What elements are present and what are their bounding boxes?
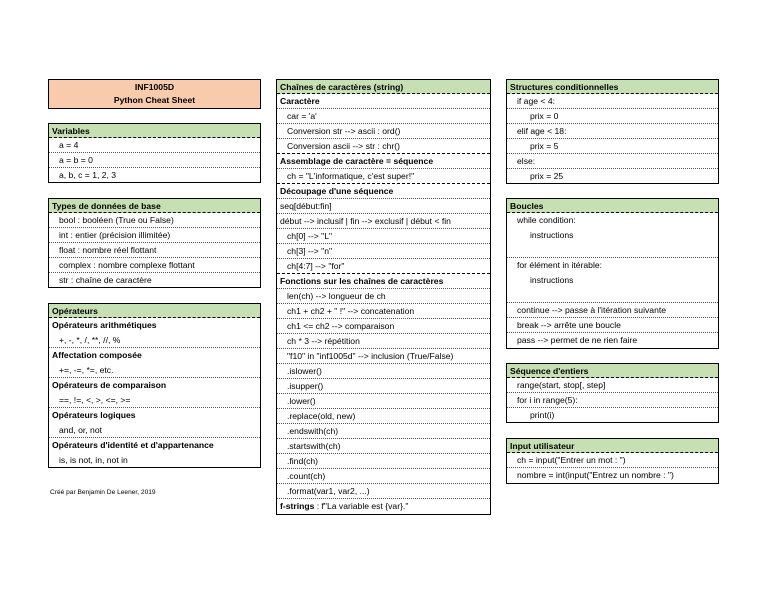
slice-row: seq[début:fin] xyxy=(277,199,490,214)
comparison-title: Opérateurs de comparaison xyxy=(52,380,167,390)
loop-row: while condition: xyxy=(517,215,576,225)
arithmetic-title: Opérateurs arithmétiques xyxy=(52,320,157,330)
function-row: .isupper() xyxy=(277,379,490,394)
title-course-code: INF1005D xyxy=(134,82,175,92)
function-row: .count(ch) xyxy=(277,469,490,484)
strings-header: Chaînes de caractères (string) xyxy=(277,80,490,94)
compound-title: Affectation composée xyxy=(52,350,142,360)
compound-row: +=, -=, *=, etc. xyxy=(49,363,260,378)
function-row: ch * 3 --> répétition xyxy=(277,334,490,349)
variables-row: a, b, c = 1, 2, 3 xyxy=(59,170,117,180)
function-row: .replace(old, new) xyxy=(277,409,490,424)
char-title: Caractère xyxy=(277,94,490,109)
variables-panel xyxy=(48,123,261,183)
function-row: .format(var1, var2, ...) xyxy=(277,484,490,499)
function-row: .endswith(ch) xyxy=(277,424,490,439)
function-row: .lower() xyxy=(277,394,490,409)
title-subtitle: Python Cheat Sheet xyxy=(113,95,196,105)
identity-row: is, is not, in, not in xyxy=(59,455,128,465)
loop-row: pass --> permet de ne rien faire xyxy=(517,335,638,345)
input-panel xyxy=(506,438,719,484)
conditional-row: if age < 4: xyxy=(507,94,718,109)
slice-example: ch[3] --> "n" xyxy=(277,244,490,259)
conditional-row: elif age < 18: xyxy=(507,124,718,139)
loop-row: continue --> passe à l'itération suivante xyxy=(507,303,718,318)
loop-row: instructions xyxy=(530,275,574,285)
conditionals-header: Structures conditionnelles xyxy=(507,80,718,94)
assembly-row: ch = "L'informatique, c'est super!" xyxy=(277,169,490,184)
credit-text: Créé par Benjamin De Leener, 2019 xyxy=(50,489,156,496)
conditional-row: prix = 0 xyxy=(507,109,718,124)
input-header: Input utilisateur xyxy=(507,439,718,453)
char-row: Conversion ascii --> str : chr() xyxy=(277,139,490,154)
operators-panel xyxy=(48,303,261,468)
types-row: float : nombre réel flottant xyxy=(49,243,260,258)
loops-header: Boucles xyxy=(507,199,718,213)
variables-header: Variables xyxy=(49,124,260,138)
types-row: complex : nombre complexe flottant xyxy=(49,258,260,273)
conditional-row: prix = 5 xyxy=(507,139,718,154)
types-header: Types de données de base xyxy=(49,199,260,213)
sequence-row: range(start, stop[, step] xyxy=(507,378,718,393)
logic-title: Opérateurs logiques xyxy=(52,410,136,420)
fstring-text: : f"La variable est {var}." xyxy=(314,501,409,511)
slice-row: début --> inclusif | fin --> exclusif | début < fin xyxy=(277,214,490,229)
types-row: int : entier (précision illimitée) xyxy=(49,228,260,243)
conditional-row: else: xyxy=(507,154,718,169)
function-row: ch1 <= ch2 --> comparaison xyxy=(277,319,490,334)
char-row: car = 'a' xyxy=(277,109,490,124)
function-row: len(ch) --> longueur de ch xyxy=(277,289,490,304)
loop-spacer xyxy=(507,288,718,303)
function-row: "f10" in "inf1005d" --> inclusion (True/False) xyxy=(277,349,490,364)
fstring-row xyxy=(277,499,490,514)
slice-title: Découpage d'une séquence xyxy=(277,184,490,199)
char-row: Conversion str --> ascii : ord() xyxy=(277,124,490,139)
function-row: ch1 + ch2 + " !" --> concatenation xyxy=(277,304,490,319)
conditionals-panel xyxy=(506,79,719,184)
loop-row: instructions xyxy=(530,230,574,240)
identity-title: Opérateurs d'identité et d'appartenance xyxy=(52,440,214,450)
cheat-sheet-title xyxy=(48,79,261,109)
input-row: ch = input("Entrer un mot : ") xyxy=(507,453,718,468)
loop-row: for élément in itérable: xyxy=(517,260,603,270)
types-panel xyxy=(48,198,261,288)
variables-row: a = 4 xyxy=(49,138,260,153)
sequence-header: Séquence d'entiers xyxy=(507,364,718,378)
logic-row: and, or, not xyxy=(49,423,260,438)
loop-spacer xyxy=(507,243,718,258)
functions-title: Fonctions sur les chaînes de caractères xyxy=(277,274,490,289)
strings-panel xyxy=(276,79,491,515)
sequence-row: print(i) xyxy=(530,410,555,420)
comparison-row: ==, !=, <, >, <=, >= xyxy=(49,393,260,408)
operators-header: Opérateurs xyxy=(49,304,260,318)
input-row: nombre = int(input("Entrez un nombre : ") xyxy=(517,470,674,480)
sequence-row: for i in range(5): xyxy=(507,393,718,408)
function-row: .startswith(ch) xyxy=(277,439,490,454)
variables-row: a = b = 0 xyxy=(49,153,260,168)
slice-example: ch[4:7] --> "for" xyxy=(277,259,490,274)
function-row: .islower() xyxy=(277,364,490,379)
sequence-panel xyxy=(506,363,719,423)
loops-panel xyxy=(506,198,719,349)
fstring-label: f-strings xyxy=(280,501,315,511)
assembly-title: Assemblage de caractère = séquence xyxy=(277,154,490,169)
loop-row: break --> arrête une boucle xyxy=(507,318,718,333)
conditional-row: prix = 25 xyxy=(530,171,564,181)
arithmetic-row: +, -, *, /, **, //, % xyxy=(49,333,260,348)
types-row: bool : booléen (True ou False) xyxy=(49,213,260,228)
function-row: .find(ch) xyxy=(277,454,490,469)
slice-example: ch[0] --> "L" xyxy=(277,229,490,244)
types-row: str : chaîne de caractère xyxy=(59,275,152,285)
